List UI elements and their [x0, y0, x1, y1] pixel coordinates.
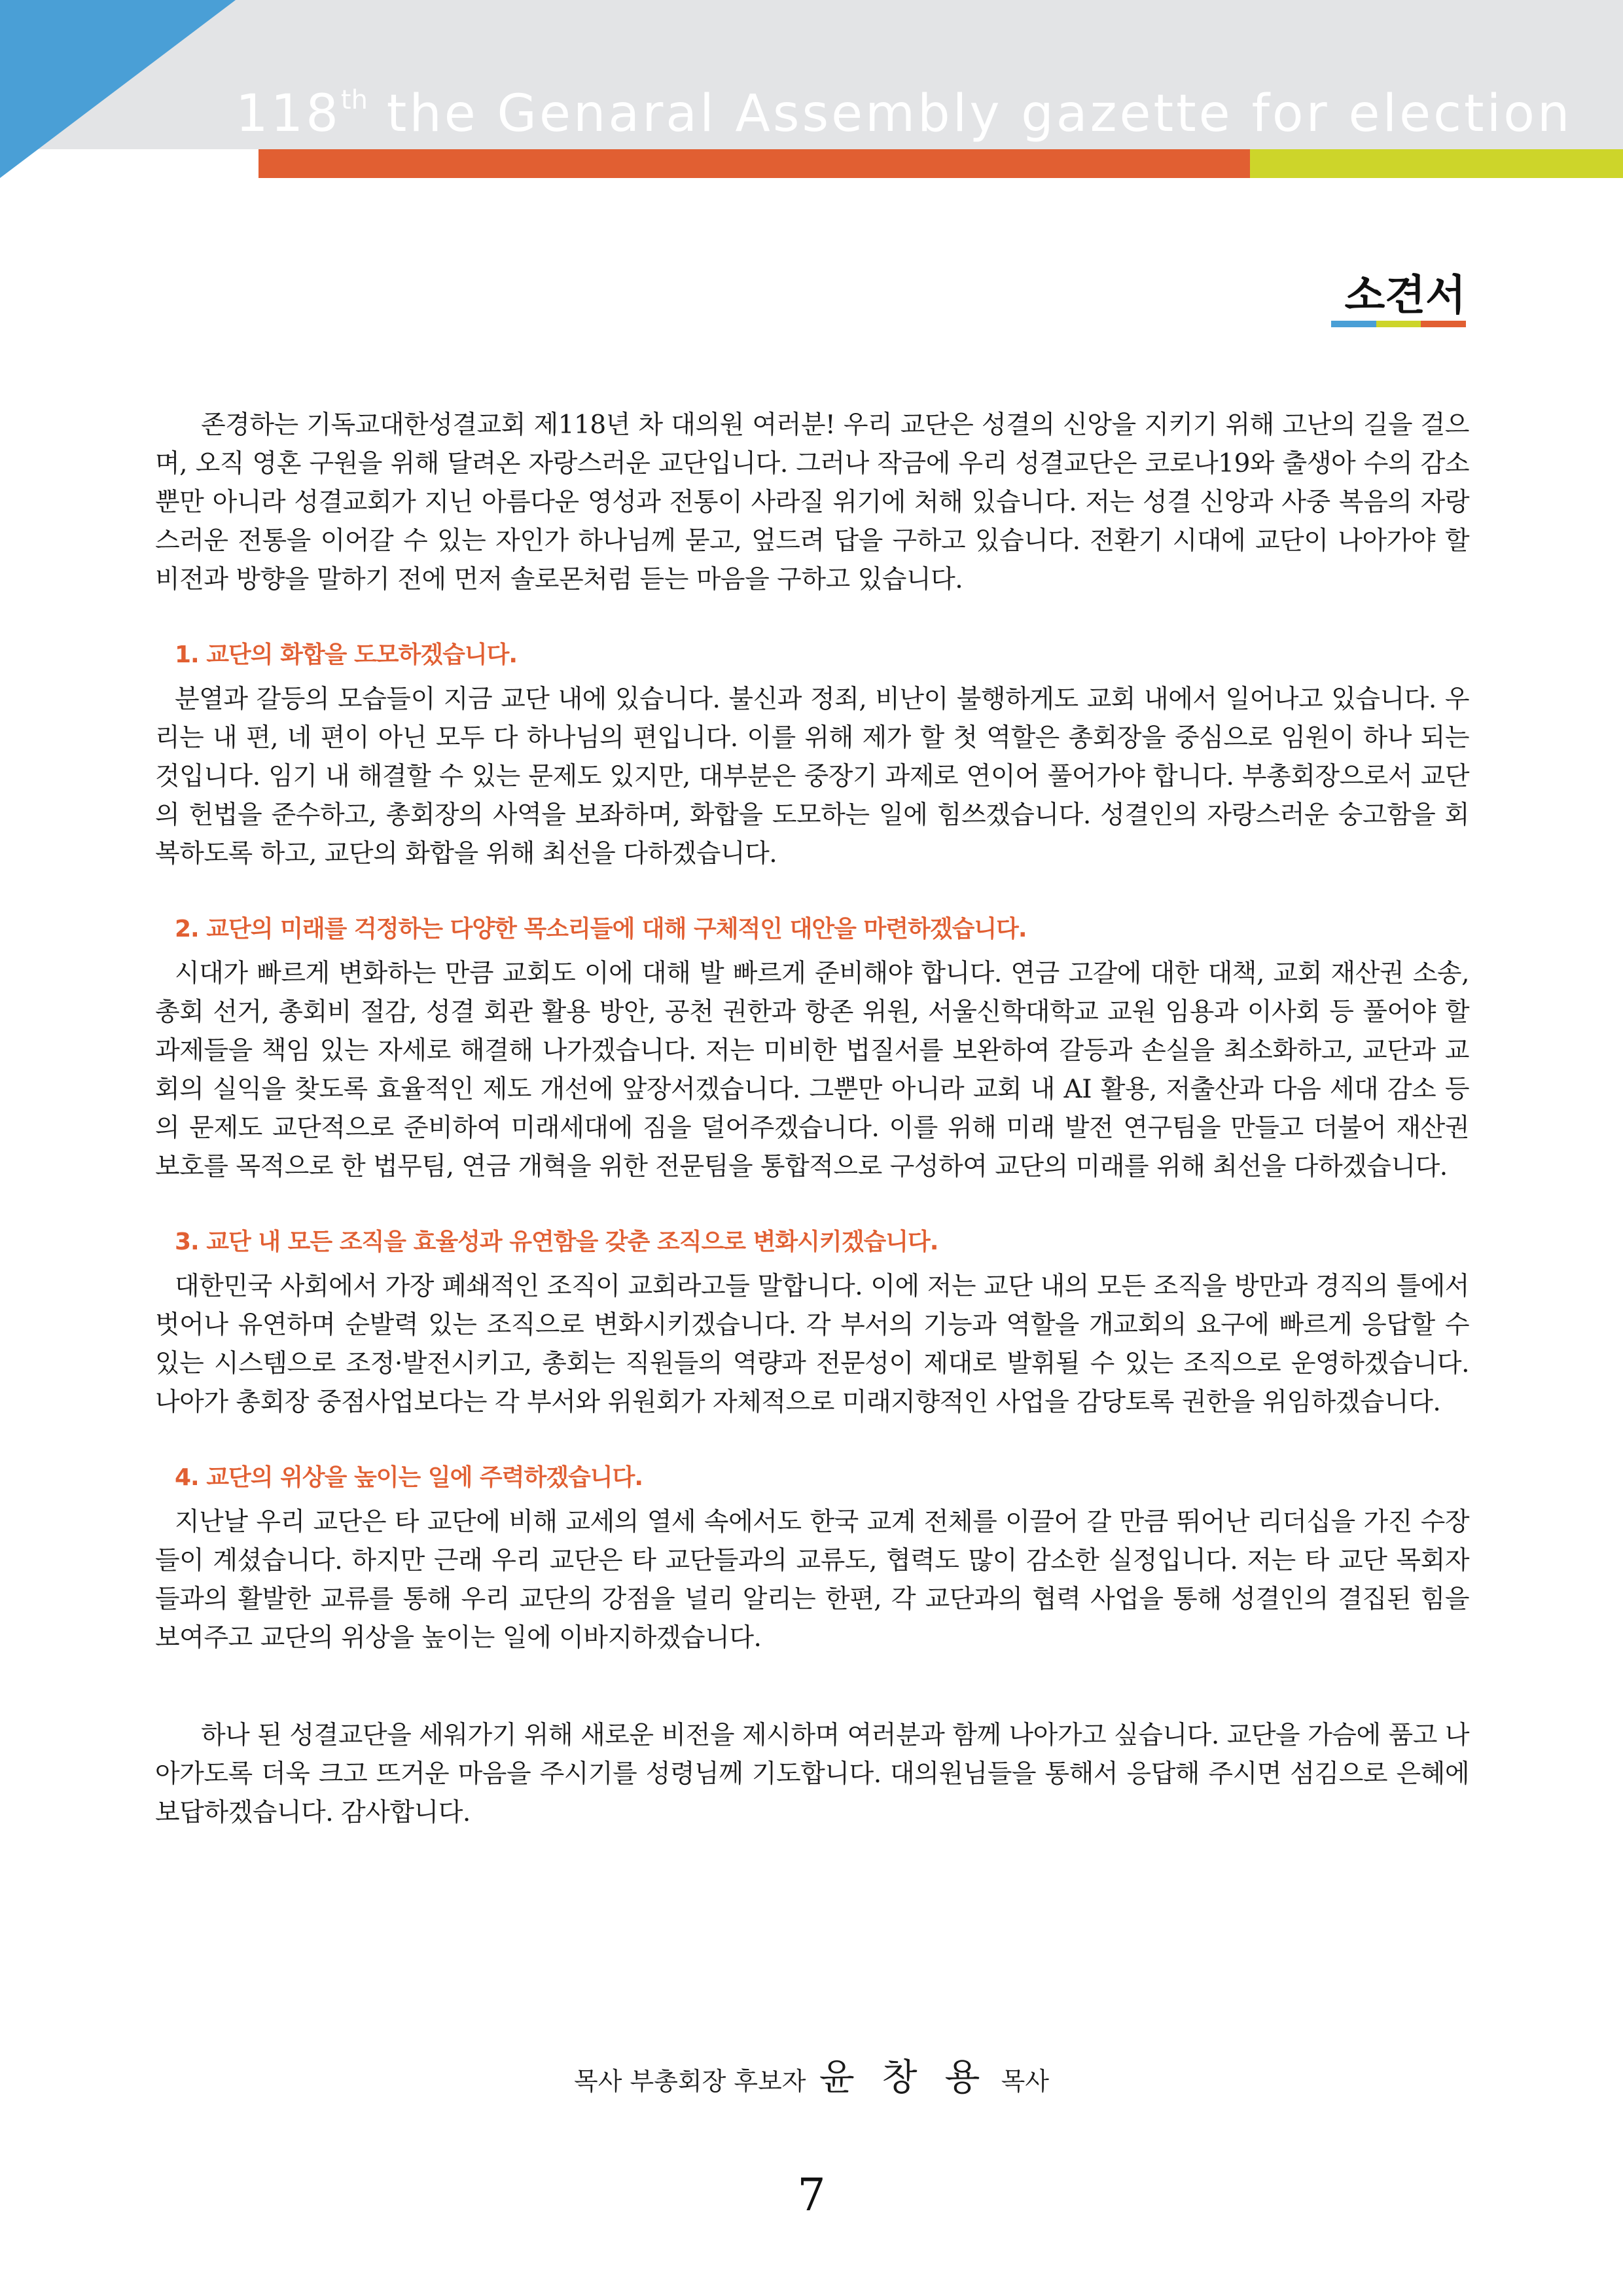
document-body	[155, 406, 1469, 1832]
header-lime-bar	[1250, 149, 1623, 178]
section-body-4: 지난날 우리 교단은 타 교단에 비해 교세의 열세 속에서도 한국 교계 전체를 이끌어 갈 만큼 뛰어난 리더십을 가진 수장들이 계셨습니다. 하지만 근래 우리 교단은 타 교단들과의 교류도, 협력도 많이 감소한 실정입니다. 저는 타 교단 목회자들과의 활발한 교류를 통해 우리 교단의 강점을 널리 알리는 한편, 각 교단과의 협력 사업을 통해 성결인의 결집된 힘을 보여주고 교단의 위상을 높이는 일에 이바지하겠습니다.	[155, 1507, 1469, 1653]
header-banner	[0, 0, 1623, 178]
header-title-text: the Genaral Assembly gazette for election	[367, 84, 1573, 143]
header-title-ordinal: th	[340, 85, 368, 115]
section-heading-4: 4. 교단의 위상을 높이는 일에 주력하겠습니다.	[175, 1464, 643, 1491]
header-title	[236, 58, 1572, 143]
intro-paragraph: 존경하는 기독교대한성결교회 제118년 차 대의원 여러분! 우리 교단은 성결의 신앙을 지키기 위해 고난의 길을 걸으며, 오직 영혼 구원을 위해 달려온 자랑스러운 교단입니다. 그러나 작금에 우리 성결교단은 코로나19와 출생아 수의 감소뿐만 아니라 성결교회가 지닌 아름다운 영성과 전통이 사라질 위기에 처해 있습니다. 저는 성결 신앙과 사중 복음의 자랑스러운 전통을 이어갈 수 있는 자인가 하나님께 묻고, 엎드려 답을 구하고 있습니다. 전환기 시대에 교단이 나아가야 할 비전과 방향을 말하기 전에 먼저 솔로몬처럼 듣는 마음을 구하고 있습니다.	[155, 410, 1469, 594]
section-heading-3: 3. 교단 내 모든 조직을 효율성과 유연함을 갖춘 조직으로 변화시키겠습니다.	[175, 1229, 938, 1255]
underline-lime-segment	[1376, 321, 1421, 327]
page-number: 7	[797, 2170, 826, 2221]
header-title-number: 118	[236, 84, 341, 143]
signature-role: 목사 부총회장 후보자	[573, 2067, 806, 2096]
document-title: 소견서	[1344, 272, 1466, 320]
signature-line	[0, 2049, 1623, 2101]
section-body-2: 시대가 빠르게 변화하는 만큼 교회도 이에 대해 발 빠르게 준비해야 합니다. 연금 고갈에 대한 대책, 교회 재산권 소송, 총회 선거, 총회비 절감, 성결 회관 활용 방안, 공천 권한과 항존 위원, 서울신학대학교 교원 임용과 이사회 등 풀어야 할 과제들을 책임 있는 자세로 해결해 나가겠습니다. 저는 미비한 법질서를 보완하여 갈등과 손실을 최소화하고, 교단과 교회의 실익을 찾도록 효율적인 제도 개선에 앞장서겠습니다. 그뿐만 아니라 교회 내 AI 활용, 저출산과 다음 세대 감소 등의 문제도 교단적으로 준비하여 미래세대에 짐을 덜어주겠습니다. 이를 위해 미래 발전 연구팀을 만들고 더불어 재산권 보호를 목적으로 한 법무팀, 연금 개혁을 위한 전문팀을 통합적으로 구성하여 교단의 미래를 위해 최선을 다하겠습니다.	[155, 959, 1469, 1181]
section-heading-2: 2. 교단의 미래를 걱정하는 다양한 목소리들에 대해 구체적인 대안을 마련하겠습니다.	[175, 916, 1027, 942]
section-body-1: 분열과 갈등의 모습들이 지금 교단 내에 있습니다. 불신과 정죄, 비난이 불행하게도 교회 내에서 일어나고 있습니다. 우리는 내 편, 네 편이 아닌 모두 다 하나님의 편입니다. 이를 위해 제가 할 첫 역할은 총회장을 중심으로 임원이 하나 되는 것입니다. 임기 내 해결할 수 있는 문제도 있지만, 대부분은 중장기 과제로 연이어 풀어가야 합니다. 부총회장으로서 교단의 헌법을 준수하고, 총회장의 사역을 보좌하며, 화합을 도모하는 일에 힘쓰겠습니다. 성결인의 자랑스러운 숭고함을 회복하도록 하고, 교단의 화합을 위해 최선을 다하겠습니다.	[155, 685, 1469, 869]
title-underline	[1331, 321, 1466, 327]
signature-name: 윤 창 용	[819, 2056, 988, 2099]
header-orange-bar	[259, 149, 1250, 178]
signature-suffix: 목사	[1001, 2067, 1050, 2096]
section-body-3: 대한민국 사회에서 가장 폐쇄적인 조직이 교회라고들 말합니다. 이에 저는 교단 내의 모든 조직을 방만과 경직의 틀에서 벗어나 유연하며 순발력 있는 조직으로 변화시키겠습니다. 각 부서의 기능과 역할을 개교회의 요구에 빠르게 응답할 수 있는 시스템으로 조정·발전시키고, 총회는 직원들의 역량과 전문성이 제대로 발휘될 수 있는 조직으로 운영하겠습니다. 나아가 총회장 중점사업보다는 각 부서와 위원회가 자체적으로 미래지향적인 사업을 감당토록 권한을 위임하겠습니다.	[155, 1272, 1469, 1417]
underline-orange-segment	[1421, 321, 1466, 327]
underline-blue-segment	[1331, 321, 1376, 327]
header-blue-triangle	[0, 0, 236, 178]
closing-paragraph: 하나 된 성결교단을 세워가기 위해 새로운 비전을 제시하며 여러분과 함께 나아가고 싶습니다. 교단을 가슴에 품고 나아가도록 더욱 크고 뜨거운 마음을 주시기를 성령님께 기도합니다. 대의원님들을 통해서 응답해 주시면 섬김으로 은혜에 보답하겠습니다. 감사합니다.	[155, 1721, 1469, 1827]
section-heading-1: 1. 교단의 화합을 도모하겠습니다.	[175, 641, 518, 668]
